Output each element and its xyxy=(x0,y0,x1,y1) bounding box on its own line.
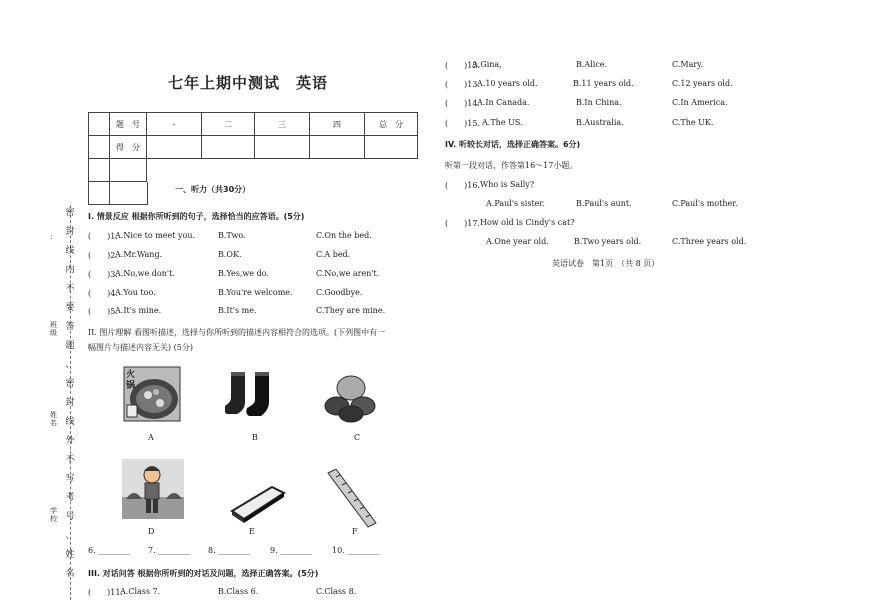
table-cell xyxy=(147,159,418,182)
option-b[interactable]: B.Paul's aunt. xyxy=(576,199,632,208)
table-header-cell: 二 xyxy=(202,113,255,136)
score-table xyxy=(88,112,418,182)
coins-picture xyxy=(323,372,379,424)
binding-char: 线 xyxy=(65,417,75,427)
page-title: 七年上期中测试 英语 xyxy=(168,74,329,92)
option-b[interactable]: B.OK. xyxy=(218,250,242,259)
binding-char: 外 xyxy=(65,436,75,446)
score-cell[interactable] xyxy=(365,136,418,159)
option-a[interactable]: A.Nice to meet you. xyxy=(115,231,196,240)
option-b[interactable]: B.Alice. xyxy=(576,60,608,69)
question-number: ( )17. xyxy=(445,219,480,228)
binding-char: 考 xyxy=(65,493,75,503)
option-b[interactable]: B.11 years old. xyxy=(573,79,634,88)
binding-char: 线 xyxy=(65,246,75,256)
table-header-cell: 四 xyxy=(310,113,365,136)
table-cell xyxy=(89,113,110,136)
binding-char: 姓 xyxy=(65,550,75,560)
question-stem: Who is Sally? xyxy=(480,180,535,189)
binding-char: 封 xyxy=(65,227,75,237)
question-number: ( )15. xyxy=(445,119,480,128)
question-number: ( )11. xyxy=(88,588,123,597)
question-number: ( )5. xyxy=(88,307,118,316)
binding-char: 题 xyxy=(65,341,75,351)
option-b[interactable]: B.Yes,we do. xyxy=(218,269,269,278)
option-b[interactable]: B.Australia. xyxy=(576,118,624,127)
option-a[interactable]: A.Class 7. xyxy=(120,587,161,596)
binding-char: 、 xyxy=(65,531,75,541)
option-c[interactable]: C.Three years old. xyxy=(672,237,747,246)
answer-blank[interactable]: 8. ________ xyxy=(208,546,251,555)
table-header-cell: 三 xyxy=(255,113,310,136)
picture-text: 锅 xyxy=(126,381,136,391)
table-header-cell: 总 分 xyxy=(365,113,418,136)
question-number: ( )2. xyxy=(88,251,118,260)
option-a[interactable]: A.In Canada. xyxy=(477,98,530,107)
binding-char: 答 xyxy=(65,322,75,332)
option-c[interactable]: C.They are mine. xyxy=(316,306,386,315)
option-c[interactable]: C.On the bed. xyxy=(316,231,372,240)
table-cell xyxy=(89,159,110,182)
listening-header: 一、听力（共30分） xyxy=(175,185,251,194)
option-b[interactable]: B.Class 6. xyxy=(218,587,259,596)
school-label: 学校 xyxy=(50,507,57,523)
table-row-label: 得 分 xyxy=(110,136,147,159)
binding-char: 、 xyxy=(65,360,75,370)
option-a[interactable]: A.You too. xyxy=(115,288,156,297)
table-header-cell: 题 号 xyxy=(110,113,147,136)
picture-label: A xyxy=(148,433,154,442)
option-b[interactable]: B.It's me. xyxy=(218,306,257,315)
binding-char: 封 xyxy=(65,398,75,408)
option-a[interactable]: A.The US. xyxy=(482,118,523,127)
question-number: ( )12. xyxy=(445,61,480,70)
section-4-intro: 听第一段对话，作答第16～17小题。 xyxy=(445,161,578,170)
section-1-heading: I. 情景反应 根据你所听到的句子，选择恰当的应答语。(5分) xyxy=(88,212,305,221)
option-c[interactable]: C.In America. xyxy=(672,98,728,107)
eraser-picture xyxy=(228,483,288,525)
table-cell xyxy=(89,136,110,159)
option-c[interactable]: C.Mary. xyxy=(672,60,704,69)
section-4-heading: IV. 听较长对话，选择正确答案。6分) xyxy=(445,140,581,149)
option-a[interactable]: A.10 years old. xyxy=(477,79,538,88)
section-2-heading-cont: 幅图片与描述内容无关) (5分) xyxy=(88,343,193,352)
question-number: ( )4. xyxy=(88,289,118,298)
option-a[interactable]: A.Mr.Wang. xyxy=(115,250,163,259)
binding-char: 要 xyxy=(65,303,75,313)
option-c[interactable]: C.A bed. xyxy=(316,250,351,259)
socks-picture xyxy=(225,370,287,425)
boy-picture xyxy=(122,459,184,519)
section-2-heading: II. 图片理解 看图听描述，选择与你所听到的描述内容相符合的选项。(下列图中有一 xyxy=(88,328,386,337)
option-b[interactable]: B.Two years old. xyxy=(574,237,642,246)
picture-label: B xyxy=(252,433,258,442)
answer-blank[interactable]: 10. ________ xyxy=(332,546,380,555)
name-label: 姓名 xyxy=(50,411,57,427)
class-label: 班级 xyxy=(50,321,57,337)
question-number: ( )13. xyxy=(445,80,480,89)
binding-char: 密 xyxy=(65,379,75,389)
section-3-heading: III. 对话问答 根据你所听到的对话及问题，选择正确答案。(5分) xyxy=(88,569,319,578)
option-c[interactable]: C.Goodbye. xyxy=(316,288,363,297)
option-b[interactable]: B.You're welcome. xyxy=(218,288,293,297)
table-cell xyxy=(110,159,147,182)
option-a[interactable]: A.One year old. xyxy=(486,237,549,246)
option-a[interactable]: A.Gina, xyxy=(472,60,502,69)
option-c[interactable]: C.The UK. xyxy=(672,118,714,127)
option-b[interactable]: B.Two. xyxy=(218,231,246,240)
answer-blank[interactable]: 9. ________ xyxy=(270,546,313,555)
score-cell[interactable] xyxy=(310,136,365,159)
binding-char: 密 xyxy=(65,208,75,218)
picture-label: C xyxy=(354,433,361,442)
option-c[interactable]: C.Paul's mother. xyxy=(672,199,738,208)
question-number: ( )3. xyxy=(88,270,118,279)
score-cell[interactable] xyxy=(147,136,202,159)
option-b[interactable]: B.In China. xyxy=(576,98,622,107)
table-header-cell: - xyxy=(147,113,202,136)
picture-text: 火 xyxy=(126,370,136,380)
question-number: ( )16. xyxy=(445,181,480,190)
score-box xyxy=(88,182,148,205)
page-footer: 英语试卷 第1页 （共 8 页） xyxy=(552,259,660,268)
option-a[interactable]: A.Paul's sister. xyxy=(486,199,545,208)
picture-label: F xyxy=(352,527,358,536)
option-c[interactable]: C.Class 8. xyxy=(316,587,357,596)
ruler-picture xyxy=(326,469,378,529)
score-cell[interactable] xyxy=(202,136,255,159)
binding-char: 名 xyxy=(65,569,75,579)
score-cell[interactable] xyxy=(255,136,310,159)
binding-char: 不 xyxy=(65,284,75,294)
picture-label: D xyxy=(148,527,155,536)
question-stem: How old is Cindy's cat? xyxy=(480,218,575,227)
option-a[interactable]: A.No,we don't. xyxy=(115,269,175,278)
binding-char: 号 xyxy=(65,512,75,522)
hotpot-picture xyxy=(122,365,182,423)
option-c[interactable]: C.12 years old. xyxy=(672,79,733,88)
binding-char: 不 xyxy=(65,455,75,465)
picture-label: E xyxy=(249,527,255,536)
question-number: ( )14. xyxy=(445,99,480,108)
answer-blank[interactable]: 7. ________ xyxy=(148,546,191,555)
binding-char: 写 xyxy=(65,474,75,484)
option-a[interactable]: A.It's mine. xyxy=(115,306,162,315)
binding-char: 内 xyxy=(65,265,75,275)
option-c[interactable]: C.No,we aren't. xyxy=(316,269,380,278)
answer-blank[interactable]: 6. ________ xyxy=(88,546,131,555)
binding-label: ： xyxy=(50,233,57,241)
question-number: ( )1. xyxy=(88,232,118,241)
